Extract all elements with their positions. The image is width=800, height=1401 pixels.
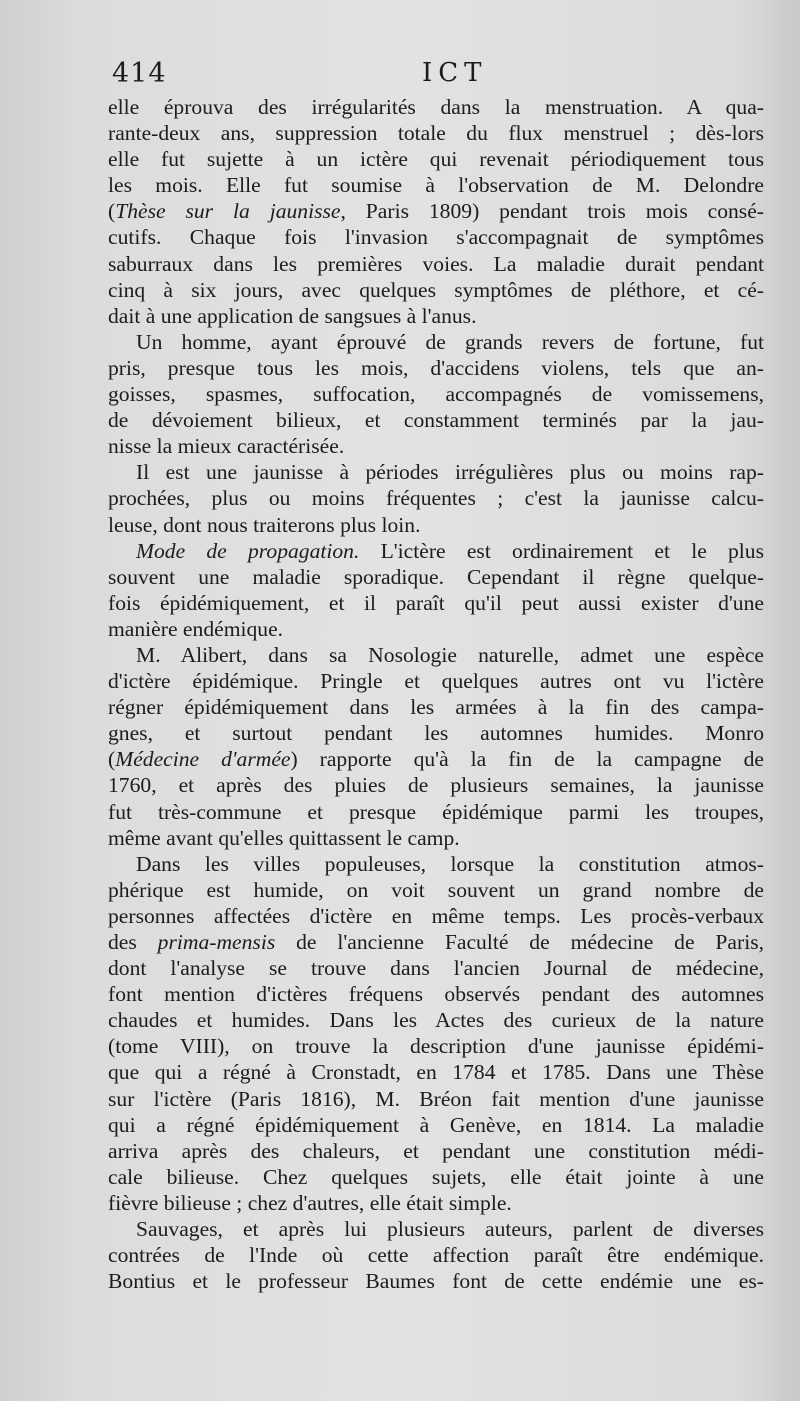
text-line: manière endémique.	[108, 616, 284, 641]
text-line: Sauvages, et après lui plusieurs auteurs, parlent de diverses	[136, 1217, 764, 1242]
text-line: dont l'analyse se trouve dans l'ancien Journal de médecine,	[108, 956, 764, 981]
text-line: phérique est humide, on voit souvent un grand nombre de	[108, 877, 764, 902]
text-line: (tome VIII), on trouve la description d'une jaunisse épidémi-	[108, 1034, 764, 1059]
text-line: font mention d'ictères fréquens observés pendant des automnes	[108, 982, 764, 1007]
text-line: Un homme, ayant éprouvé de grands revers de fortune, fut	[136, 329, 764, 354]
text-line: 1760, et après des pluies de plusieurs semaines, la jaunisse	[108, 773, 764, 798]
text-line: rante-deux ans, suppression totale du flux menstruel ; dès-lors	[108, 121, 764, 146]
text-line: fut très-commune et presque épidémique parmi les troupes,	[108, 799, 764, 824]
text-line: M. Alibert, dans sa Nosologie naturelle, admet une espèce	[136, 642, 764, 667]
text-line: qui a régné épidémiquement à Genève, en 1814. La maladie	[108, 1112, 764, 1137]
text-line: nisse la mieux caractérisée.	[108, 434, 345, 459]
text-line: dait à une application de sangsues à l'anus.	[108, 303, 477, 328]
text-line: les mois. Elle fut soumise à l'observation de M. Delondre	[108, 173, 764, 198]
text-line: prochées, plus ou moins fréquentes ; c'est la jaunisse calcu-	[108, 486, 764, 511]
text-line: (Médecine d'armée) rapporte qu'à la fin de la campagne de	[108, 747, 764, 772]
text-line: pris, presque tous les mois, d'accidens violens, tels que an-	[108, 355, 764, 380]
text-line: (Thèse sur la jaunisse, Paris 1809) pendant trois mois consé-	[108, 199, 764, 224]
running-head: ICT	[422, 58, 488, 88]
text-line: Mode de propagation. L'ictère est ordinairement et le plus	[136, 538, 765, 563]
text-line: d'ictère épidémique. Pringle et quelques autres ont vu l'ictère	[108, 669, 764, 694]
page-header	[112, 58, 762, 92]
text-line: souvent une maladie sporadique. Cependant il règne quelque-	[108, 564, 764, 589]
text-line: fièvre bilieuse ; chez d'autres, elle était simple.	[108, 1190, 512, 1215]
text-line: que qui a régné à Cronstadt, en 1784 et 1785. Dans une Thèse	[108, 1060, 764, 1085]
text-line: cale bilieuse. Chez quelques sujets, elle était jointe à une	[108, 1164, 764, 1189]
text-line: gnes, et surtout pendant les automnes humides. Monro	[108, 721, 764, 746]
text-line: arriva après des chaleurs, et pendant une constitution médi-	[108, 1138, 764, 1163]
text-line: Bontius et le professeur Baumes font de cette endémie une es-	[108, 1269, 764, 1294]
text-line: cutifs. Chaque fois l'invasion s'accompagnait de symptômes	[108, 225, 764, 250]
page-number: 414	[112, 58, 167, 89]
text-line: goisses, spasmes, suffocation, accompagnés de vomissemens,	[108, 382, 764, 407]
text-line: personnes affectées d'ictère en même temps. Les procès-verbaux	[108, 903, 764, 928]
text-line: même avant qu'elles quittassent le camp.	[108, 825, 460, 850]
text-line: Dans les villes populeuses, lorsque la constitution atmos-	[136, 851, 764, 876]
text-line: des prima-mensis de l'ancienne Faculté de médecine de Paris,	[108, 930, 765, 954]
text-line: cinq à six jours, avec quelques symptômes de pléthore, et cé-	[108, 277, 764, 302]
text-line: fois épidémiquement, et il paraît qu'il peut aussi exister d'une	[108, 590, 764, 615]
text-line: chaudes et humides. Dans les Actes des curieux de la nature	[108, 1008, 764, 1033]
text-line: elle éprouva des irrégularités dans la menstruation. A qua-	[108, 95, 764, 119]
text-line: saburraux dans les premières voies. La maladie durait pendant	[108, 251, 764, 276]
text-line: régner épidémiquement dans les armées à la fin des campa-	[108, 695, 764, 720]
text-line: elle fut sujette à un ictère qui revenait périodiquement tous	[108, 147, 764, 172]
text-line: de dévoiement bilieux, et constamment terminés par la jau-	[108, 408, 764, 433]
text-line: leuse, dont nous traiterons plus loin.	[108, 512, 421, 537]
body-text	[108, 94, 764, 1294]
text-line: contrées de l'Inde où cette affection paraît être endémique.	[108, 1243, 764, 1268]
text-line: Il est une jaunisse à périodes irrégulières plus ou moins rap-	[136, 460, 764, 485]
text-line: sur l'ictère (Paris 1816), M. Bréon fait mention d'une jaunisse	[108, 1086, 764, 1111]
